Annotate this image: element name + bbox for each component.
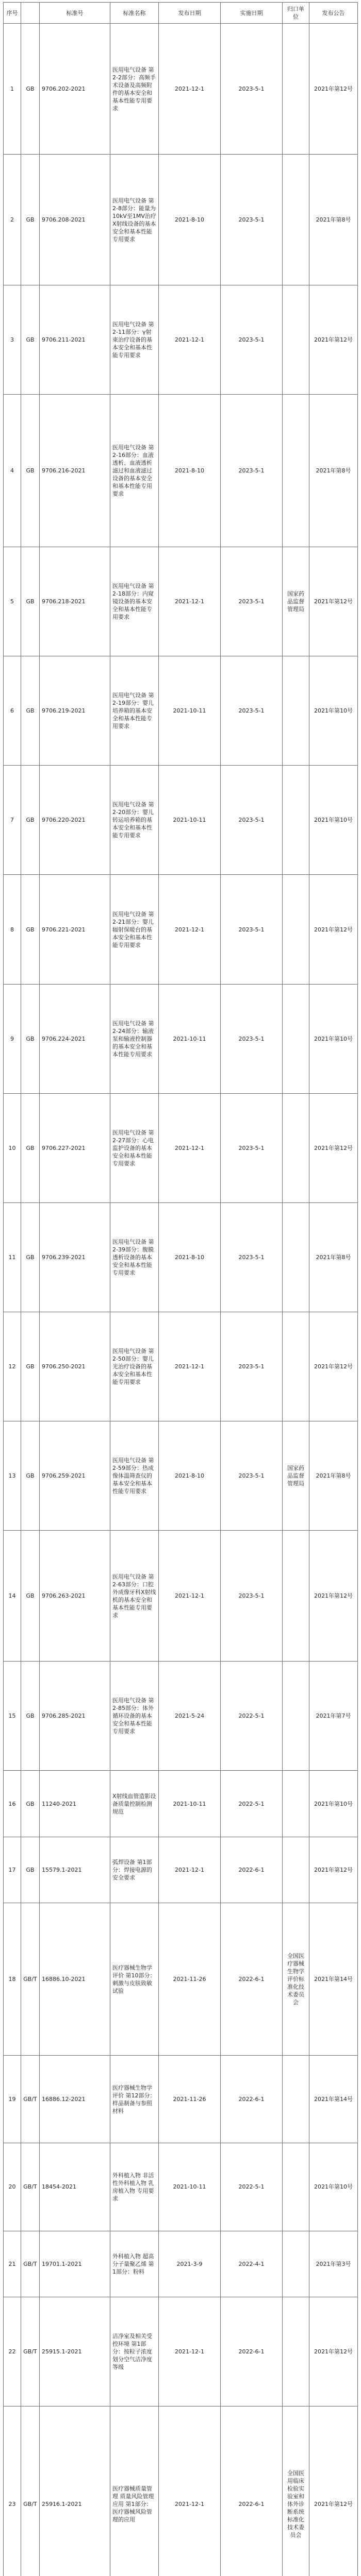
col-header-notice: 发布公告 [309, 3, 358, 24]
cell-std-name: X射线血管造影设备质量控制检测规范 [110, 1771, 159, 1837]
cell-notice: 2021年第12号 [309, 2406, 358, 2576]
table-row [4, 1312, 358, 1421]
col-header-seq: 序号 [4, 3, 21, 24]
cell-impl-date: 2023-5-1 [221, 1531, 283, 1662]
cell-std-name: 弧焊设备 第1部分：焊接电源的安全要求 [110, 1837, 159, 1903]
cell-seq: 6 [4, 656, 21, 766]
cell-std-name: 医疗器械生物学评价 第12部分：样品制备与参照材料 [110, 2056, 159, 2143]
cell-notice: 2021年第8号 [309, 395, 358, 547]
cell-notice: 2021年第10号 [309, 766, 358, 875]
cell-type: GB [21, 1202, 40, 1312]
cell-seq: 8 [4, 875, 21, 984]
cell-seq: 23 [4, 2406, 21, 2576]
cell-seq: 5 [4, 547, 21, 656]
cell-std-no: 9706.250-2021 [40, 1312, 110, 1421]
table-row [4, 24, 358, 155]
cell-std-name: 洁净室及相关受控环境 第1部分：按粒子浓度划分空气洁净度等级 [110, 2297, 159, 2406]
table-row [4, 1662, 358, 1771]
cell-seq: 11 [4, 1202, 21, 1312]
cell-pub-date: 2021-12-1 [159, 1312, 221, 1421]
cell-seq: 18 [4, 1903, 21, 2056]
cell-seq: 17 [4, 1837, 21, 1903]
cell-impl-date: 2023-5-1 [221, 766, 283, 875]
cell-std-name: 医用电气设备 第2-63部分：口腔外成像牙科X射线机的基本安全和基本性能专用要求 [110, 1531, 159, 1662]
cell-type: GB [21, 1662, 40, 1771]
cell-std-no: 9706.202-2021 [40, 24, 110, 155]
cell-notice: 2021年第7号 [309, 1662, 358, 1771]
cell-std-no: 9706.211-2021 [40, 285, 110, 395]
cell-impl-date: 2023-5-1 [221, 1312, 283, 1421]
cell-impl-date: 2022-6-1 [221, 2297, 283, 2406]
cell-impl-date: 2023-5-1 [221, 547, 283, 656]
table-body [4, 24, 358, 2576]
cell-impl-date: 2022-5-1 [221, 2143, 283, 2231]
cell-impl-date: 2022-6-1 [221, 2056, 283, 2143]
cell-seq: 20 [4, 2143, 21, 2231]
cell-type: GB [21, 766, 40, 875]
cell-seq: 14 [4, 1531, 21, 1662]
standards-table [3, 2, 358, 2576]
cell-notice: 2021年第12号 [309, 547, 358, 656]
cell-org [283, 1771, 309, 1837]
cell-org [283, 155, 309, 285]
cell-org [283, 2143, 309, 2231]
cell-impl-date: 2023-5-1 [221, 1202, 283, 1312]
cell-std-no: 9706.220-2021 [40, 766, 110, 875]
cell-seq: 1 [4, 24, 21, 155]
cell-impl-date: 2022-5-1 [221, 1662, 283, 1771]
cell-pub-date: 2021-8-10 [159, 1202, 221, 1312]
cell-org [283, 984, 309, 1093]
cell-std-name: 医用电气设备 第2-59部分：热成像体温筛查仪的基本安全和基本性能专用要求 [110, 1421, 159, 1531]
cell-notice: 2021年第12号 [309, 285, 358, 395]
header-row [4, 3, 358, 24]
cell-notice: 2021年第10号 [309, 2143, 358, 2231]
table-row [4, 1531, 358, 1662]
cell-std-no: 9706.218-2021 [40, 547, 110, 656]
cell-pub-date: 2021-12-1 [159, 875, 221, 984]
cell-std-name: 外科植入物 超高分子量聚乙烯 第1部分：粉料 [110, 2231, 159, 2297]
cell-notice: 2021年第8号 [309, 1202, 358, 1312]
cell-seq: 3 [4, 285, 21, 395]
cell-type: GB [21, 1837, 40, 1903]
cell-impl-date: 2022-6-1 [221, 2406, 283, 2576]
table-row [4, 2231, 358, 2297]
cell-type: GB/T [21, 2297, 40, 2406]
cell-pub-date: 2021-12-1 [159, 1531, 221, 1662]
cell-notice: 2021年第10号 [309, 656, 358, 766]
cell-type: GB [21, 1531, 40, 1662]
cell-org [283, 285, 309, 395]
table-row [4, 2406, 358, 2576]
cell-std-no: 9706.208-2021 [40, 155, 110, 285]
cell-org: 国家药品监督管理局 [283, 1421, 309, 1531]
cell-notice: 2021年第8号 [309, 1421, 358, 1531]
cell-seq: 21 [4, 2231, 21, 2297]
cell-org [283, 1312, 309, 1421]
cell-pub-date: 2021-10-11 [159, 2143, 221, 2231]
col-header-org: 归口单位 [283, 3, 309, 24]
cell-pub-date: 2021-11-26 [159, 2056, 221, 2143]
cell-type: GB [21, 984, 40, 1093]
cell-pub-date: 2021-3-9 [159, 2231, 221, 2297]
cell-pub-date: 2021-5-24 [159, 1662, 221, 1771]
cell-type: GB/T [21, 2231, 40, 2297]
cell-notice: 2021年第14号 [309, 1903, 358, 2056]
cell-impl-date: 2023-5-1 [221, 875, 283, 984]
cell-org [283, 656, 309, 766]
cell-std-name: 医用电气设备 第2-2部分：高频手术设备及高频附件的基本安全和基本性能专用要求 [110, 24, 159, 155]
table-row [4, 1202, 358, 1312]
cell-pub-date: 2021-8-10 [159, 1421, 221, 1531]
cell-impl-date: 2022-4-1 [221, 2231, 283, 2297]
cell-std-name: 医用电气设备 第2-20部分：婴儿转运培养箱的基本安全和基本性能专用要求 [110, 766, 159, 875]
cell-pub-date: 2021-10-11 [159, 766, 221, 875]
table-row [4, 285, 358, 395]
cell-std-no: 9706.216-2021 [40, 395, 110, 547]
table-row [4, 2297, 358, 2406]
cell-impl-date: 2023-5-1 [221, 656, 283, 766]
cell-type: GB [21, 1421, 40, 1531]
table-row [4, 547, 358, 656]
cell-std-no: 9706.227-2021 [40, 1093, 110, 1202]
cell-std-name: 医用电气设备 第2-16部分：血液透析、血液透析滤过和血液滤过设备的基本安全和基本性能专用要求 [110, 395, 159, 547]
cell-seq: 12 [4, 1312, 21, 1421]
table-row [4, 2143, 358, 2231]
cell-std-name: 医疗器械质量管理 质量风险管理应用 第1部分：医疗器械风险管理的应用 [110, 2406, 159, 2576]
cell-seq: 15 [4, 1662, 21, 1771]
table-row [4, 155, 358, 285]
cell-impl-date: 2023-5-1 [221, 285, 283, 395]
cell-type: GB [21, 547, 40, 656]
cell-impl-date: 2023-5-1 [221, 1093, 283, 1202]
table-row [4, 395, 358, 547]
cell-type: GB [21, 155, 40, 285]
cell-std-name: 医疗器械生物学评价 第10部分：刺激与皮肤致敏试验 [110, 1903, 159, 2056]
cell-impl-date: 2023-5-1 [221, 395, 283, 547]
table-row [4, 766, 358, 875]
cell-org [283, 766, 309, 875]
cell-impl-date: 2023-5-1 [221, 155, 283, 285]
cell-std-no: 19701.1-2021 [40, 2231, 110, 2297]
cell-seq: 16 [4, 1771, 21, 1837]
cell-std-no: 25915.1-2021 [40, 2297, 110, 2406]
cell-std-name: 外科植入物 非活性外科植入物 乳房植入物 专用要求 [110, 2143, 159, 2231]
cell-notice: 2021年第14号 [309, 2056, 358, 2143]
table-row [4, 1837, 358, 1903]
cell-seq: 2 [4, 155, 21, 285]
cell-pub-date: 2021-12-1 [159, 285, 221, 395]
col-header-std-no: 标准号 [40, 3, 110, 24]
cell-org [283, 875, 309, 984]
cell-std-name: 医用电气设备 第2-19部分：婴儿培养箱的基本安全和基本性能专用要求 [110, 656, 159, 766]
cell-org [283, 24, 309, 155]
cell-std-name: 医用电气设备 第2-18部分：内窥镜设备的基本安全和基本性能专用要求 [110, 547, 159, 656]
cell-org [283, 1531, 309, 1662]
cell-org: 全国医用临床检验实验室和体外诊断系统标准化技术委员会 [283, 2406, 309, 2576]
cell-type: GB [21, 285, 40, 395]
cell-seq: 9 [4, 984, 21, 1093]
cell-type: GB [21, 395, 40, 547]
cell-impl-date: 2023-5-1 [221, 24, 283, 155]
table-row [4, 1421, 358, 1531]
cell-std-no: 18454-2021 [40, 2143, 110, 2231]
cell-std-no: 9706.285-2021 [40, 1662, 110, 1771]
cell-std-no: 9706.224-2021 [40, 984, 110, 1093]
cell-notice: 2021年第12号 [309, 875, 358, 984]
cell-notice: 2021年第8号 [309, 155, 358, 285]
cell-std-no: 16886.10-2021 [40, 1903, 110, 2056]
cell-type: GB [21, 1312, 40, 1421]
standards-sheet [3, 2, 357, 2576]
cell-std-no: 9706.239-2021 [40, 1202, 110, 1312]
table-row [4, 1093, 358, 1202]
cell-notice: 2021年第12号 [309, 1093, 358, 1202]
cell-pub-date: 2021-12-1 [159, 547, 221, 656]
cell-notice: 2021年第3号 [309, 2231, 358, 2297]
table-row [4, 2056, 358, 2143]
cell-type: GB [21, 1093, 40, 1202]
cell-notice: 2021年第12号 [309, 2297, 358, 2406]
cell-org [283, 1837, 309, 1903]
cell-pub-date: 2021-11-26 [159, 1903, 221, 2056]
cell-notice: 2021年第12号 [309, 24, 358, 155]
table-row [4, 1903, 358, 2056]
cell-std-name: 医用电气设备 第2-11部分：γ射束治疗设备的基本安全和基本性能专用要求 [110, 285, 159, 395]
cell-impl-date: 2023-5-1 [221, 1421, 283, 1531]
cell-notice: 2021年第12号 [309, 1837, 358, 1903]
cell-org [283, 1662, 309, 1771]
cell-std-no: 25916.1-2021 [40, 2406, 110, 2576]
cell-pub-date: 2021-12-1 [159, 1093, 221, 1202]
cell-pub-date: 2021-12-1 [159, 1837, 221, 1903]
cell-type: GB/T [21, 2056, 40, 2143]
cell-type: GB/T [21, 2406, 40, 2576]
cell-org [283, 395, 309, 547]
cell-org: 国家药品监督管理局 [283, 547, 309, 656]
cell-pub-date: 2021-10-11 [159, 1771, 221, 1837]
cell-seq: 13 [4, 1421, 21, 1531]
cell-std-name: 医用电气设备 第2-24部分：输液泵和输液控制器的基本安全和基本性能专用要求 [110, 984, 159, 1093]
cell-seq: 4 [4, 395, 21, 547]
cell-pub-date: 2021-10-11 [159, 656, 221, 766]
cell-org [283, 2231, 309, 2297]
cell-seq: 7 [4, 766, 21, 875]
cell-std-no: 9706.263-2021 [40, 1531, 110, 1662]
cell-impl-date: 2022-6-1 [221, 1837, 283, 1903]
cell-org [283, 2056, 309, 2143]
cell-type: GB [21, 1771, 40, 1837]
table-row [4, 656, 358, 766]
cell-notice: 2021年第12号 [309, 1312, 358, 1421]
cell-std-name: 医用电气设备 第2-85部分：体外循环设备的基本安全和基本性能专用要求 [110, 1662, 159, 1771]
cell-pub-date: 2021-8-10 [159, 155, 221, 285]
col-header-pub-date: 发布日期 [159, 3, 221, 24]
cell-std-name: 医用电气设备 第2-21部分：婴儿辐射保暖台的基本安全和基本性能专用要求 [110, 875, 159, 984]
cell-seq: 19 [4, 2056, 21, 2143]
cell-impl-date: 2022-6-1 [221, 1903, 283, 2056]
cell-type: GB [21, 24, 40, 155]
cell-pub-date: 2021-8-10 [159, 395, 221, 547]
cell-seq: 22 [4, 2297, 21, 2406]
cell-std-no: 9706.221-2021 [40, 875, 110, 984]
cell-impl-date: 2023-5-1 [221, 984, 283, 1093]
cell-org [283, 1093, 309, 1202]
cell-pub-date: 2021-12-1 [159, 24, 221, 155]
cell-notice: 2021年第10号 [309, 1771, 358, 1837]
table-row [4, 1771, 358, 1837]
cell-notice: 2021年第10号 [309, 984, 358, 1093]
cell-std-name: 医用电气设备 第2-50部分：婴儿光治疗设备的基本安全和基本性能专用要求 [110, 1312, 159, 1421]
cell-type: GB/T [21, 2143, 40, 2231]
cell-type: GB [21, 875, 40, 984]
cell-org: 全国医疗器械生物学评价标准化技术委员会 [283, 1903, 309, 2056]
cell-std-name: 医用电气设备 第2-27部分：心电监护设备的基本安全和基本性能专用要求 [110, 1093, 159, 1202]
cell-type: GB [21, 656, 40, 766]
cell-std-no: 9706.259-2021 [40, 1421, 110, 1531]
cell-seq: 10 [4, 1093, 21, 1202]
cell-std-no: 16886.12-2021 [40, 2056, 110, 2143]
cell-pub-date: 2021-12-1 [159, 2297, 221, 2406]
table-row [4, 984, 358, 1093]
cell-std-name: 医用电气设备 第2-8部分：能量为10kV至1MV治疗X射线设备的基本安全和基本性能专用要求 [110, 155, 159, 285]
table-row [4, 875, 358, 984]
col-header-impl-date: 实施日期 [221, 3, 283, 24]
cell-std-no: 9706.219-2021 [40, 656, 110, 766]
cell-std-no: 11240-2021 [40, 1771, 110, 1837]
cell-std-name: 医用电气设备 第2-39部分：腹膜透析设备的基本安全和基本性能专用要求 [110, 1202, 159, 1312]
cell-pub-date: 2021-12-1 [159, 2406, 221, 2576]
cell-org [283, 2297, 309, 2406]
cell-std-no: 15579.1-2021 [40, 1837, 110, 1903]
cell-impl-date: 2022-5-1 [221, 1771, 283, 1837]
col-header-type [21, 3, 40, 24]
cell-org [283, 1202, 309, 1312]
cell-pub-date: 2021-10-11 [159, 984, 221, 1093]
cell-notice: 2021年第12号 [309, 1531, 358, 1662]
col-header-std-name: 标准名称 [110, 3, 159, 24]
cell-type: GB/T [21, 1903, 40, 2056]
